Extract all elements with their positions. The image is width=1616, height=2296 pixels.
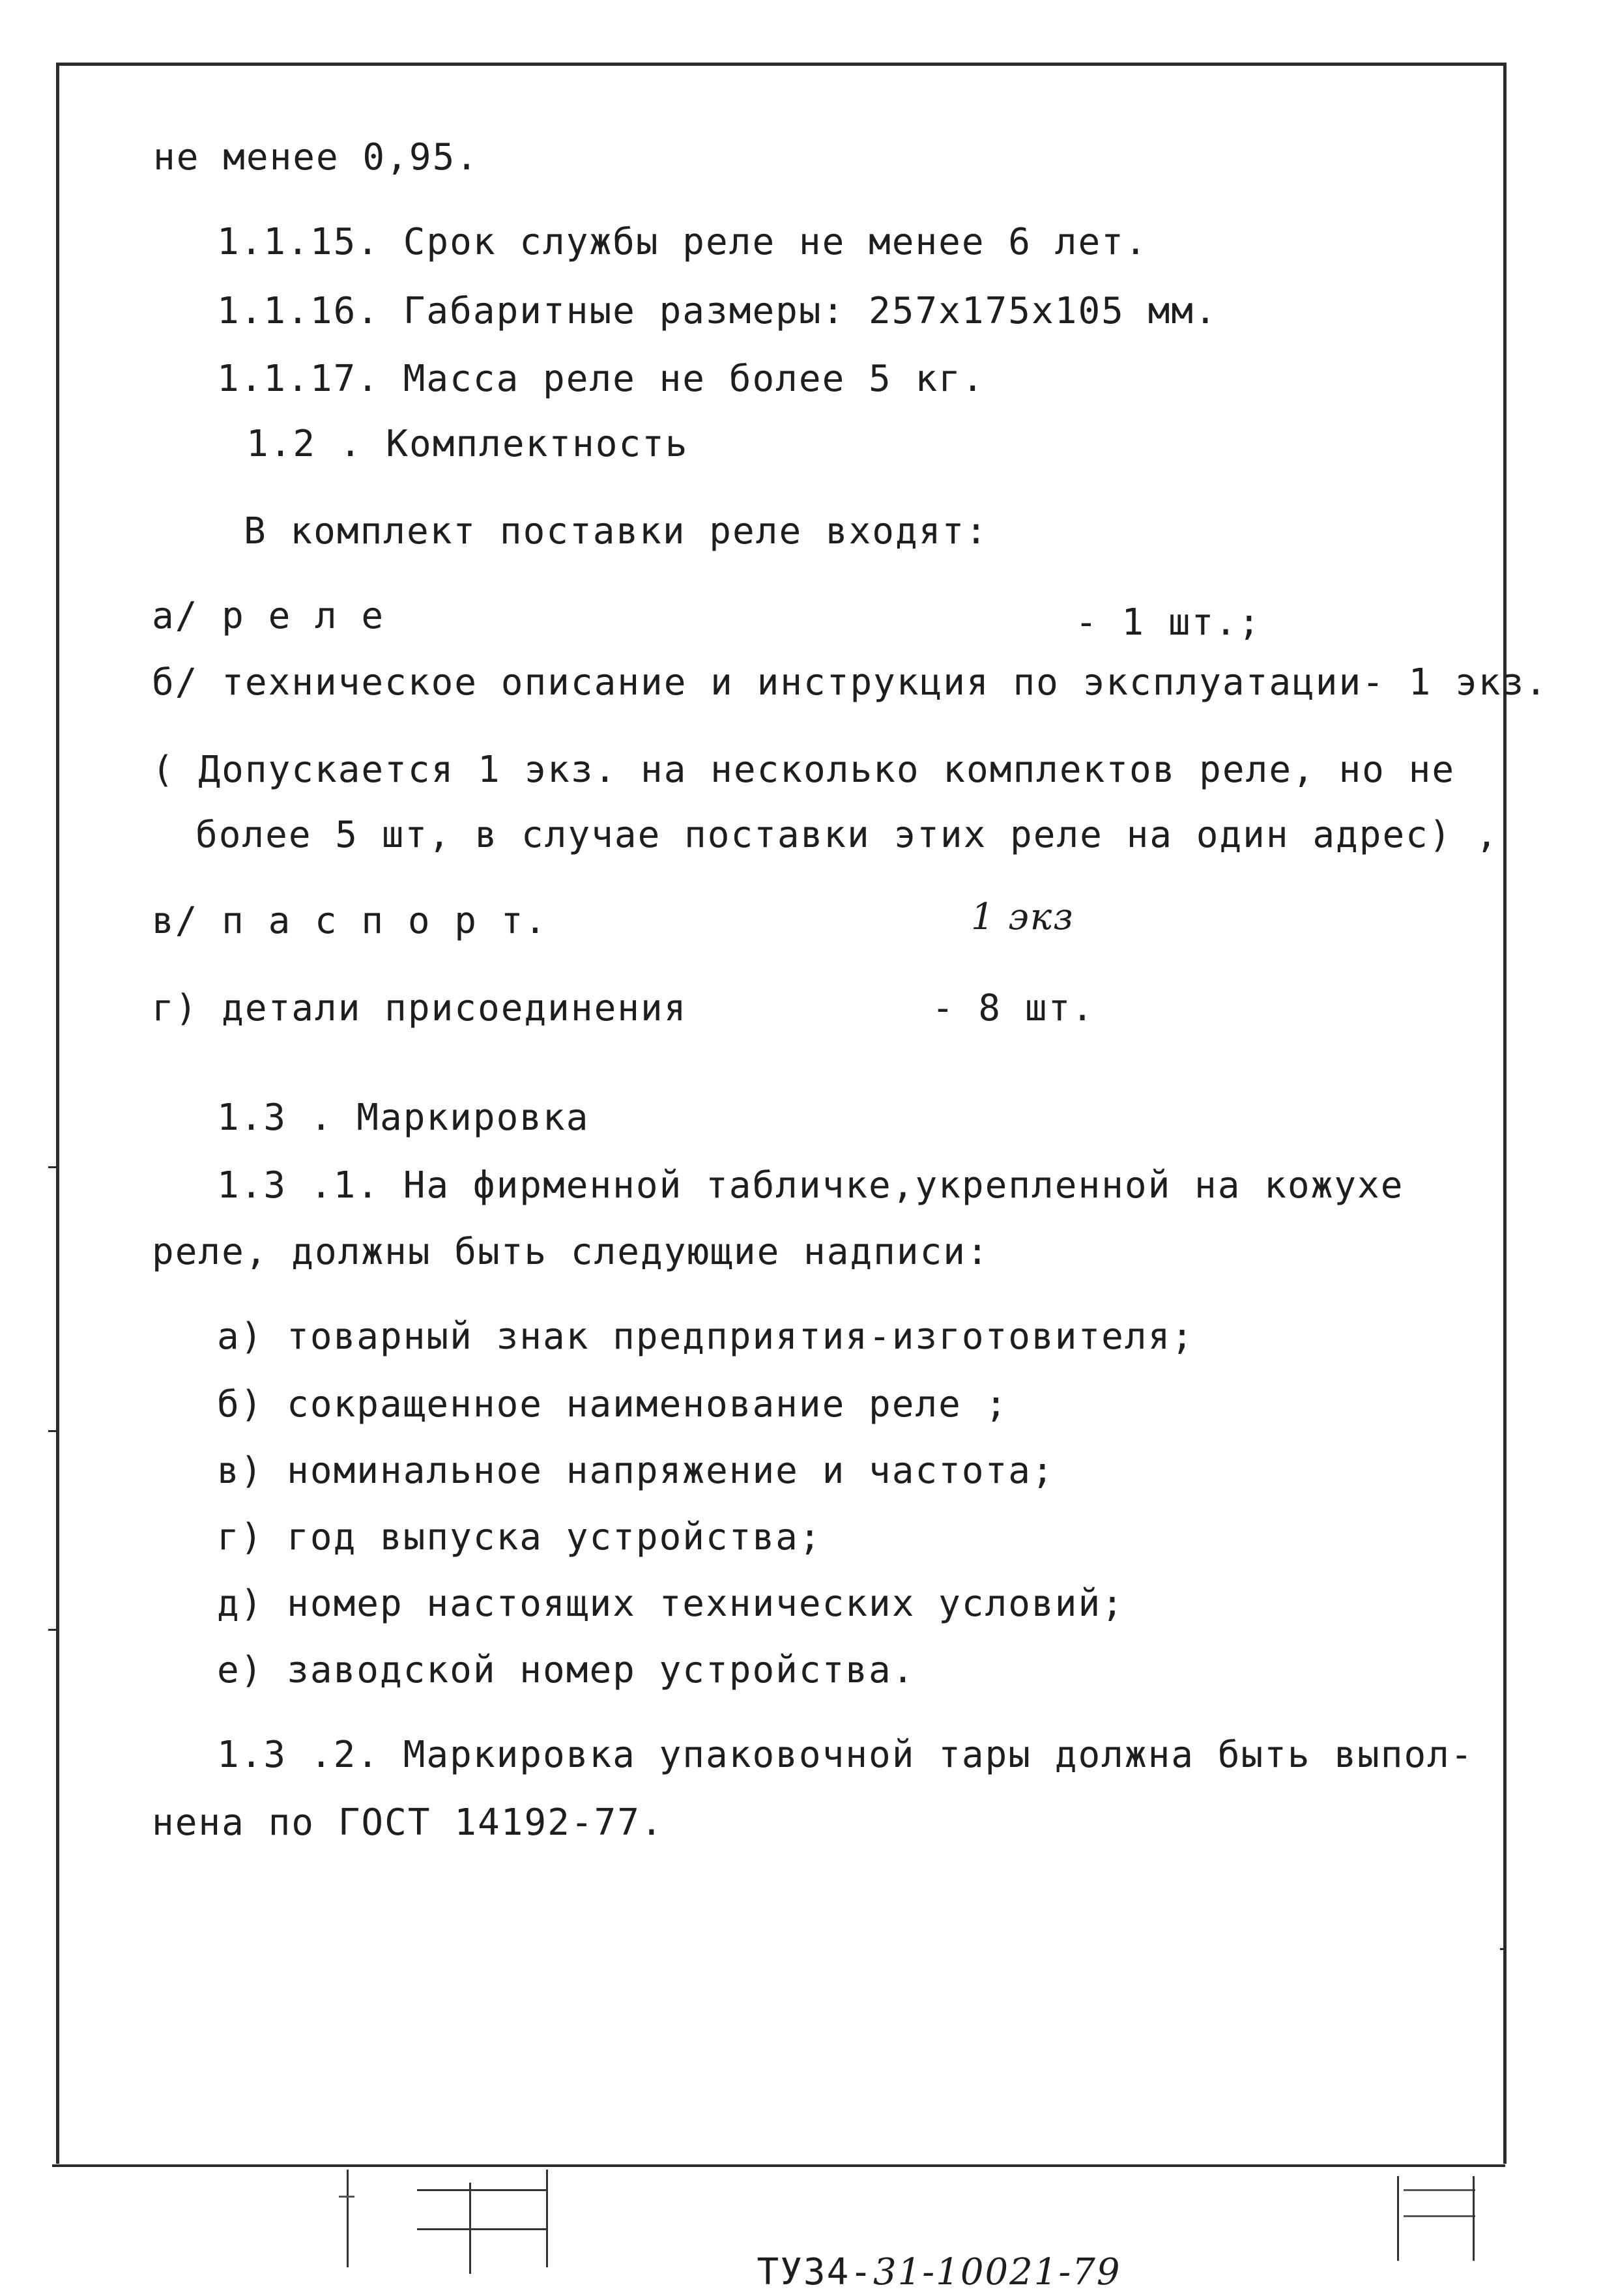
- text-line: реле, должны быть следующие надписи:: [152, 1231, 990, 1273]
- clause-1-3-2: 1.3 .2. Маркировка упаковочной тары должна быть выпол-: [217, 1734, 1474, 1776]
- list-item: б/ техническое описание и инструкция по эксплуатации- 1 экз.: [152, 661, 1548, 704]
- clause-1-1-16: 1.1.16. Габаритные размеры: 257х175х105 мм.: [217, 290, 1218, 332]
- list-item: д) номер настоящих технических условий;: [217, 1583, 1125, 1625]
- list-item: е) заводской номер устройства.: [217, 1649, 916, 1691]
- section-heading-1-2: 1.2 . Комплектность: [246, 423, 689, 465]
- note-line: ( Допускается 1 экз. на несколько комплектов реле, но не: [152, 749, 1456, 791]
- document-code-handwritten: 31-10021-79: [873, 2251, 1121, 2293]
- text-line: В комплект поставки реле входят:: [244, 510, 988, 552]
- list-item: г) детали присоединения: [152, 987, 687, 1029]
- list-item: в) номинальное напряжение и частота;: [217, 1450, 1055, 1492]
- clause-1-1-17: 1.1.17. Масса реле не более 5 кг.: [217, 358, 985, 400]
- handwritten-value: 1 экз: [971, 896, 1075, 938]
- list-item: а) товарный знак предприятия-изготовителя;: [217, 1315, 1195, 1358]
- title-block-stamp-right: [1394, 2170, 1492, 2274]
- list-item-value: - 1 шт.;: [1075, 601, 1262, 644]
- clause-1-1-15: 1.1.15. Срок службы реле не менее 6 лет.: [217, 221, 1148, 263]
- list-item: в/ п а с п о р т.: [152, 900, 548, 942]
- section-heading-1-3: 1.3 . Маркировка: [217, 1097, 590, 1139]
- document-code: [710, 2202, 1121, 2296]
- list-item-value: - 8 шт.: [932, 987, 1095, 1029]
- frame-bottom-rule: [52, 2164, 1505, 2167]
- margin-tick: [48, 1430, 56, 1432]
- list-item: г) год выпуска устройства;: [217, 1516, 822, 1558]
- margin-tick: [1500, 1948, 1507, 1950]
- margin-tick: [48, 1166, 56, 1168]
- title-block-stamp-left: [339, 2170, 560, 2274]
- clause-1-3-1: 1.3 .1. На фирменной табличке,укрепленной на кожухе: [217, 1164, 1404, 1207]
- document-code-typed: ТУ34-: [757, 2251, 874, 2293]
- note-line: более 5 шт, в случае поставки этих реле на один адрес) ,: [195, 814, 1499, 856]
- text-line: нена по ГОСТ 14192-77.: [152, 1801, 664, 1844]
- list-item: а/ р е л е: [152, 595, 385, 637]
- margin-tick: [48, 1629, 56, 1631]
- text-line: не менее 0,95.: [153, 136, 480, 179]
- list-item: б) сокращенное наименование реле ;: [217, 1383, 1009, 1426]
